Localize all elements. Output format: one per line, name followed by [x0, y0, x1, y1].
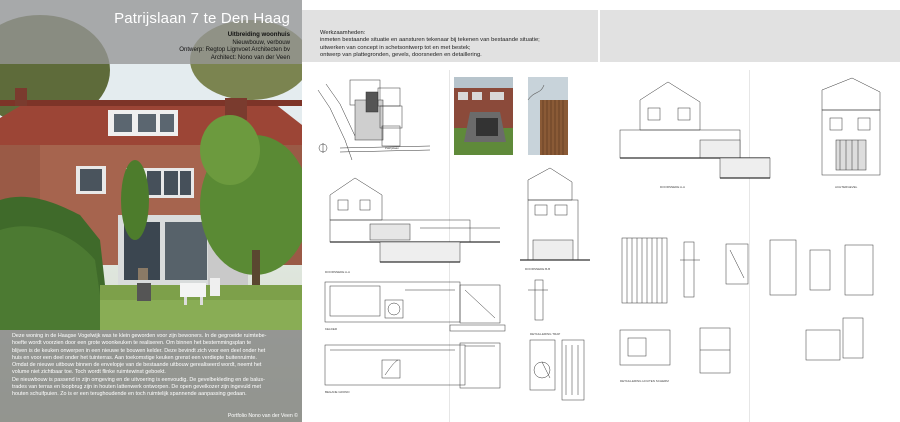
section-sheet-2-label: DOORSNEDE A-A [660, 185, 686, 189]
description-line: Deze woning in de Haagse Vogelwijk was te klein geworden voor zijn bewoners. In de gegroeide ruimtebe- [12, 333, 267, 339]
credit-line: Uitbreiding woonhuis [227, 31, 290, 38]
description-line: blijven is de keuken onwerpen in een nieuwe te bouwen kelder. Deze bevindt zich voor een deel onder het [12, 347, 266, 354]
street-label: Patrijslaan [385, 146, 400, 150]
section-bb [520, 168, 590, 260]
wooden-screen-elevation [622, 238, 667, 303]
rear-elevation [822, 78, 880, 175]
portfolio-credit: Portfolio Nono van der Veen © [227, 413, 298, 419]
detail-stair [528, 280, 584, 400]
description-line: huis en voor een deel onder het tuinterras. Aan toekomstige keuken grenst een verdiepte buitenruimte. [12, 354, 257, 361]
render-brick-facade [454, 77, 513, 155]
work-heading: Werkzaamheden: [320, 30, 366, 36]
page-title: Patrijslaan 7 te Den Haag [114, 10, 290, 27]
credit-line: Ontwerp: Regtop Lignvoet Architecten bv [179, 46, 290, 54]
description-line: Omdat de nieuwe uitbouw binnen de envelopje van de bestaande uitbouw gerealiseerd wordt, neemt het [12, 362, 262, 369]
detail-stair-label: DETAILLERING TRAP [530, 332, 561, 336]
plan-begane-grond [325, 343, 500, 388]
credit-line: Nieuwbouw, verbouw [232, 38, 290, 46]
description-line: trades van terras en loopbrug zijn in houten lattenwerk ontworpen. De open gevelkozer zijn ingevuld met [12, 384, 262, 391]
begane-grond-label: BEGANE GROND [325, 390, 350, 394]
section-aa [330, 178, 500, 262]
section-aa-label: DOORSNEDE A-A [325, 270, 351, 274]
credit-line: Architect: Nono van der Veen [210, 53, 290, 61]
site-plan [318, 80, 430, 160]
render-wooden-screen [528, 77, 568, 155]
kelder-label: KELDER [325, 327, 338, 331]
detail-sections [620, 240, 873, 373]
section-bb-label: DOORSNEDE B-B [525, 267, 551, 271]
work-line: uitwerken van concept in schetsontwerp tot en met bestek; [320, 44, 471, 51]
rear-elevation-label: ACHTERGEVEL [835, 185, 858, 189]
work-line: ontwerp van plattegronden, gevels, doorsneden en detaillering. [320, 52, 482, 59]
work-line: inmeten bestaande situatie en aansturen tekenaar bij tekenen van bestaande situatie; [320, 37, 540, 44]
description-line: De nieuwbouw is passend in zijn omgeving en de uitvoering is eenvoudig. De gevelbekleding en de balus- [12, 376, 265, 383]
section-sheet-2 [620, 82, 770, 178]
description-line: houten schuifpuien. Zo is er een terughoudende en toch ruimtelijk spannende aanpassing gedaan. [12, 391, 247, 398]
description-line: volume niet zichtbaar toe. Toch wordt flinke ruimtewinst geboekt. [12, 369, 166, 376]
description-line: hoefte wordt voorzien door een grote woonkeuken te realiseren. Om binnen het bestemmingsplan te [12, 340, 252, 347]
plan-kelder [325, 282, 505, 331]
detail-screen-label: DETAILLERING HOUTEN SCHERM [620, 379, 669, 383]
